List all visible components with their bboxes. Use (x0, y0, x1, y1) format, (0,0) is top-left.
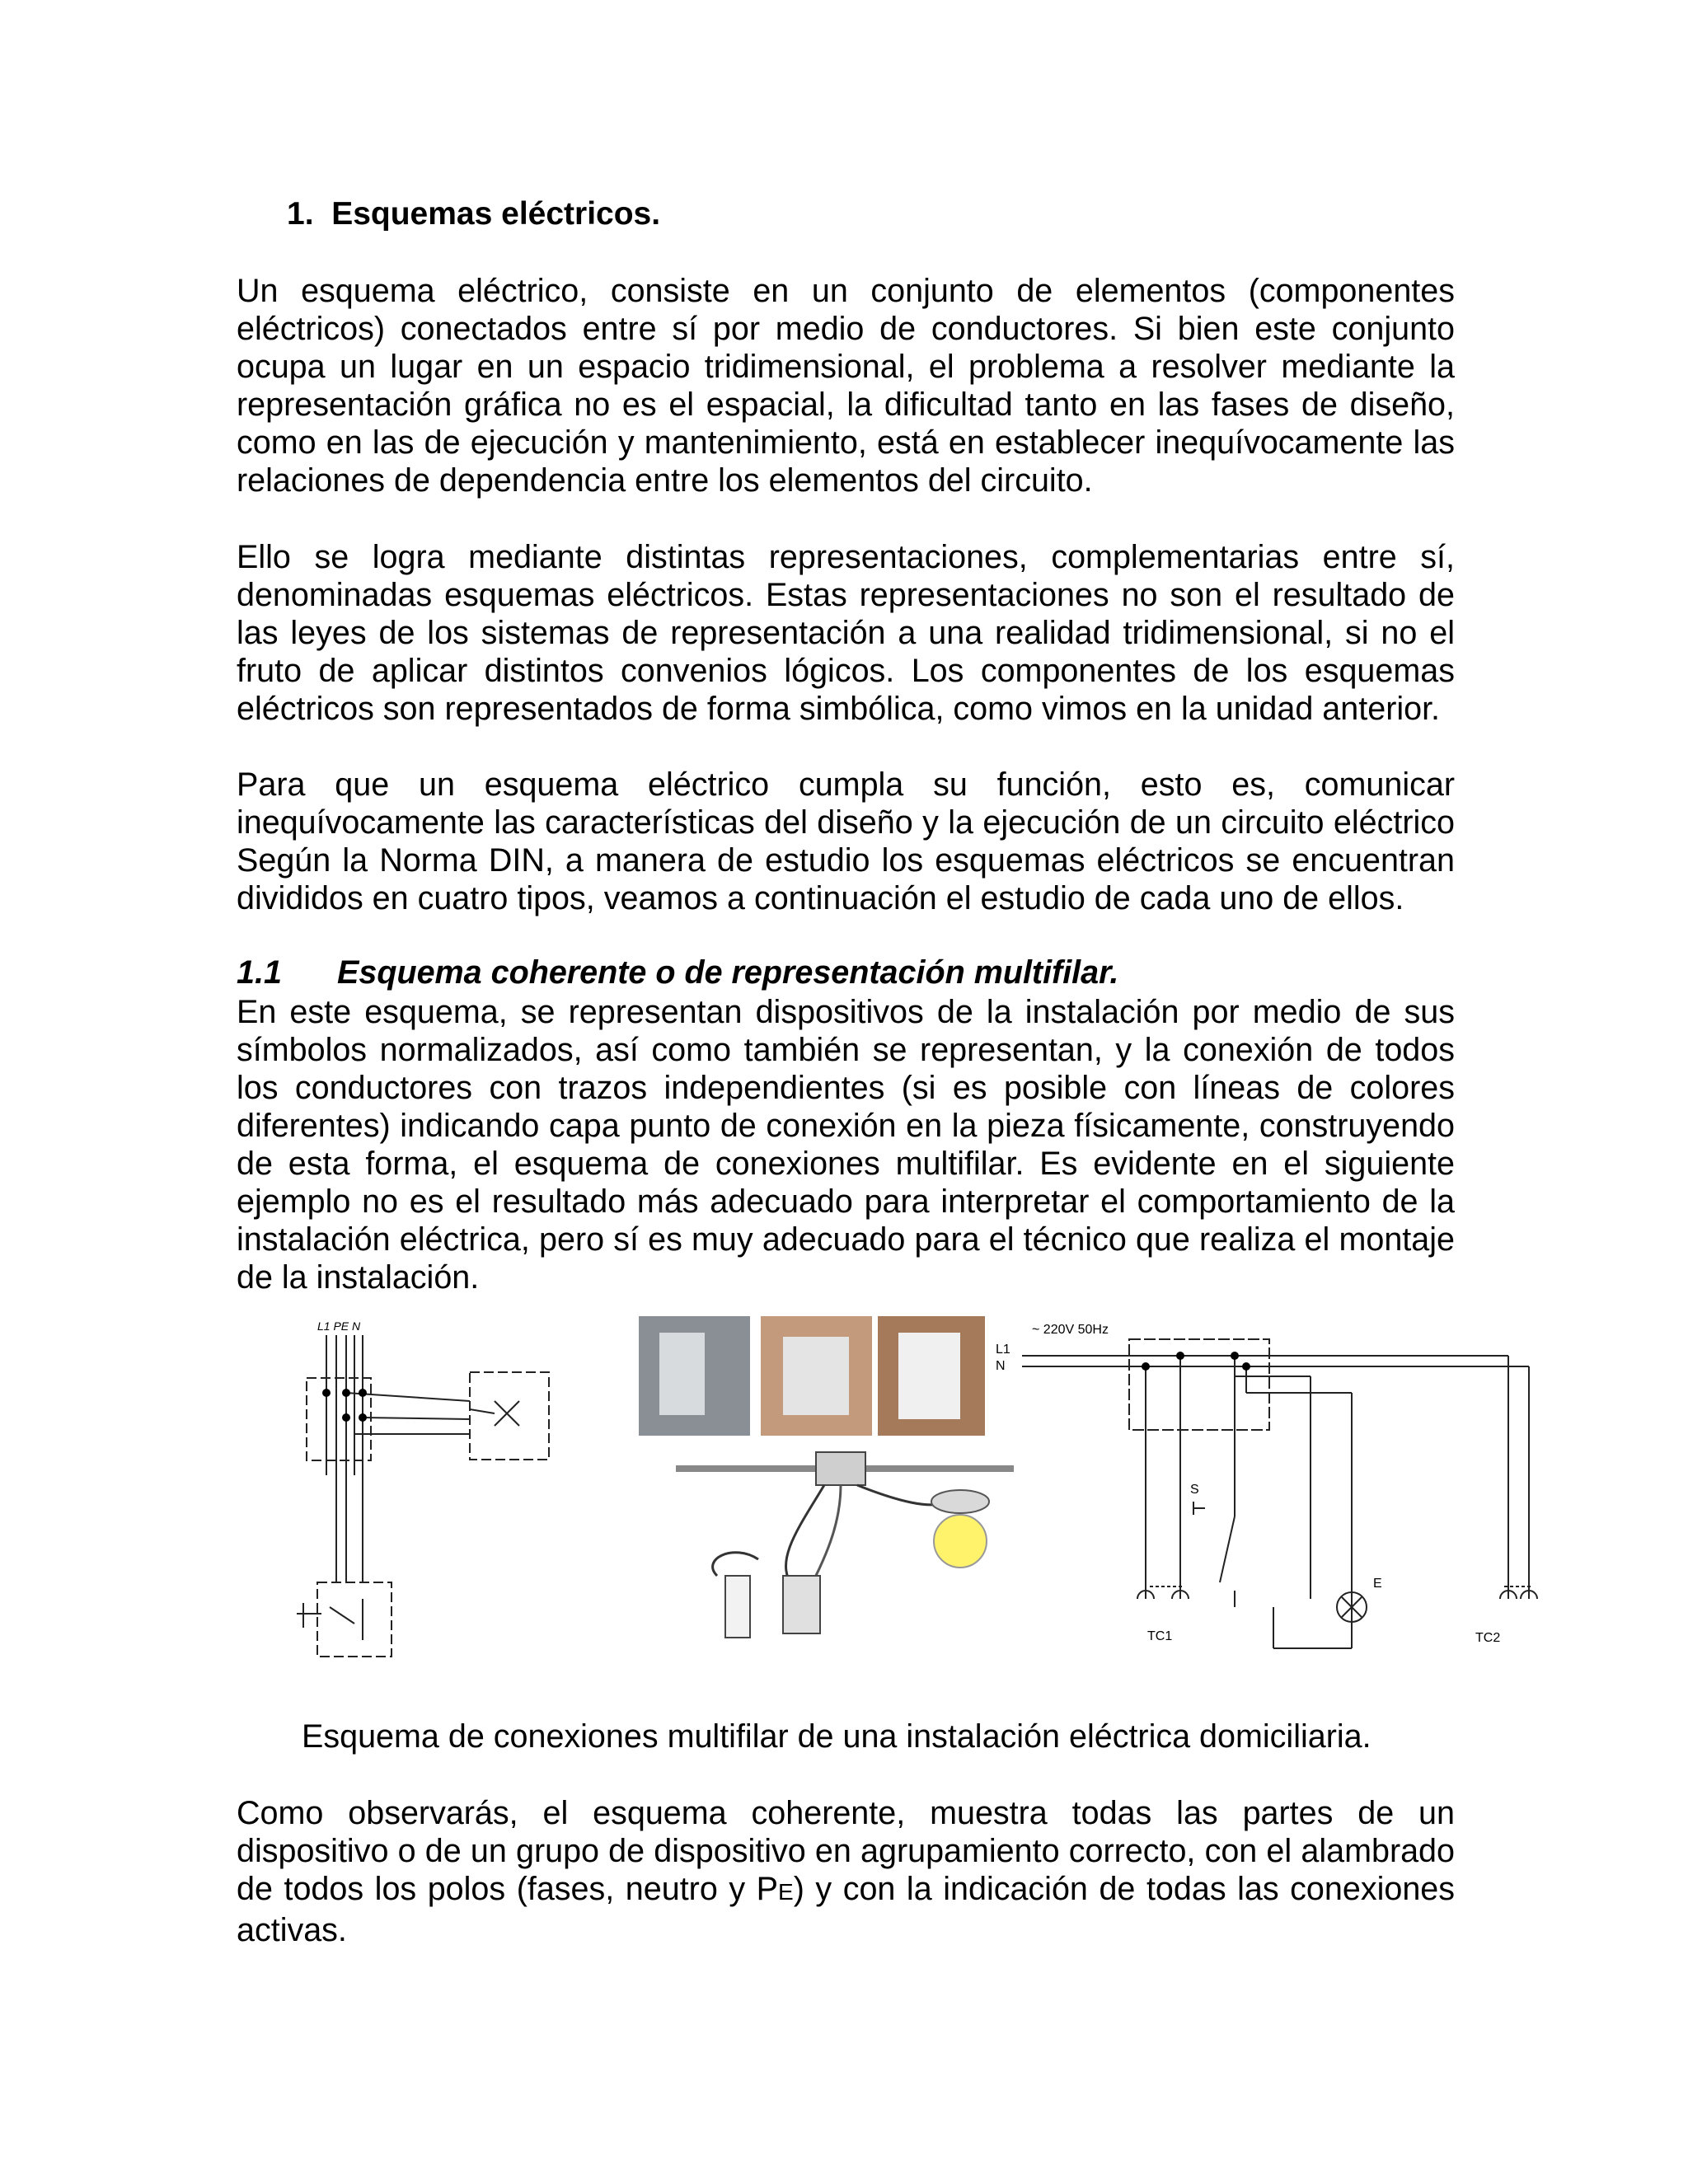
conductor-labels: L1 PE N (317, 1319, 361, 1333)
paragraph-intro: Un esquema eléctrico, consiste en un conjunto de elementos (componentes eléctricos) conectados entre sí por medio de conductores. Si bien este conjunto ocupa un lugar en un espacio tridimensional, el problema a resolver mediante la representación gráfica no es el espacial, la dificultad tanto en las fases de diseño, como en las de ejecución y mantenimiento, está en establecer inequívocamente las relaciones de dependencia entre los elementos del circuito. (237, 273, 1455, 499)
neutral-label: N (996, 1359, 1006, 1373)
supply-label: ~ 220V 50Hz (1032, 1323, 1109, 1337)
lightbulb-icon (934, 1515, 987, 1568)
paragraph-closing (237, 1794, 1455, 1949)
subsection-number: 1.1 (237, 954, 282, 991)
outlet-tc1-label: TC1 (1147, 1629, 1173, 1643)
paragraph-multifilar: En este esquema, se representan dispositivos de la instalación por medio de sus símbolos normalizados, así como también se representan, y la conexión de todos los conductores con trazos independientes (si es posible con líneas de colores diferentes) indicando capa punto de conexión en la pieza físicamente, construyendo de esta forma, el esquema de conexiones multifilar. Es evidente en el siguiente ejemplo no es el resultado más adecuado para interpretar el comportamiento de la instalación eléctrica, pero sí es muy adecuado para el técnico que realiza el montaje de la instalación. (237, 994, 1455, 1296)
installation-photos (635, 1312, 1022, 1658)
line-label: L1 (996, 1343, 1010, 1357)
closing-text-before: Como observarás, el esquema coherente, muestra todas las partes de un dispositivo o de un grupo de dispositivo en agrupamiento correcto, con el alambrado de todos los polos (fases, neutro y P (237, 1795, 1455, 1907)
switch-label: S (1190, 1483, 1199, 1497)
section-title: Esquemas eléctricos. (331, 196, 661, 232)
section-heading (287, 196, 660, 232)
multifilar-schematic-left (272, 1310, 577, 1673)
paragraph-din-norm: Para que un esquema eléctrico cumpla su función, esto es, comunicar inequívocamente las características del diseño y la ejecución de un circuito eléctrico Según la Norma DIN, a manera de estudio los esquemas eléctricos se encuentran divididos en cuatro tipos, veamos a continuación el estudio de cada uno de ellos. (237, 766, 1455, 916)
subsection-title: Esquema coherente o de representación multifilar. (337, 954, 1119, 991)
outlet-tc2-label: TC2 (1475, 1631, 1501, 1645)
closing-text-after: ) y con la indicación de todas las conexiones activas. (237, 1871, 1455, 1948)
closing-subscript: E (778, 1879, 794, 1905)
paragraph-representations: Ello se logra mediante distintas representaciones, complementarias entre sí, denominadas esquemas eléctricos. Estas representaciones no son el resultado de las leyes de los sistemas de representación a una realidad tridimensional, si no el fruto de aplicar distintos convenios lógicos. Los componentes de los esquemas eléctricos son representados de forma simbólica, como vimos en la unidad anterior. (237, 539, 1455, 727)
lamp-label: E (1373, 1577, 1382, 1591)
section-number: 1. (287, 196, 314, 232)
figure-caption: Esquema de conexiones multifilar de una instalación eléctrica domiciliaria. (302, 1718, 1372, 1755)
multifilar-schematic-right (989, 1310, 1541, 1665)
wiring-illustration (676, 1452, 1014, 1638)
subsection-heading (237, 954, 1118, 991)
